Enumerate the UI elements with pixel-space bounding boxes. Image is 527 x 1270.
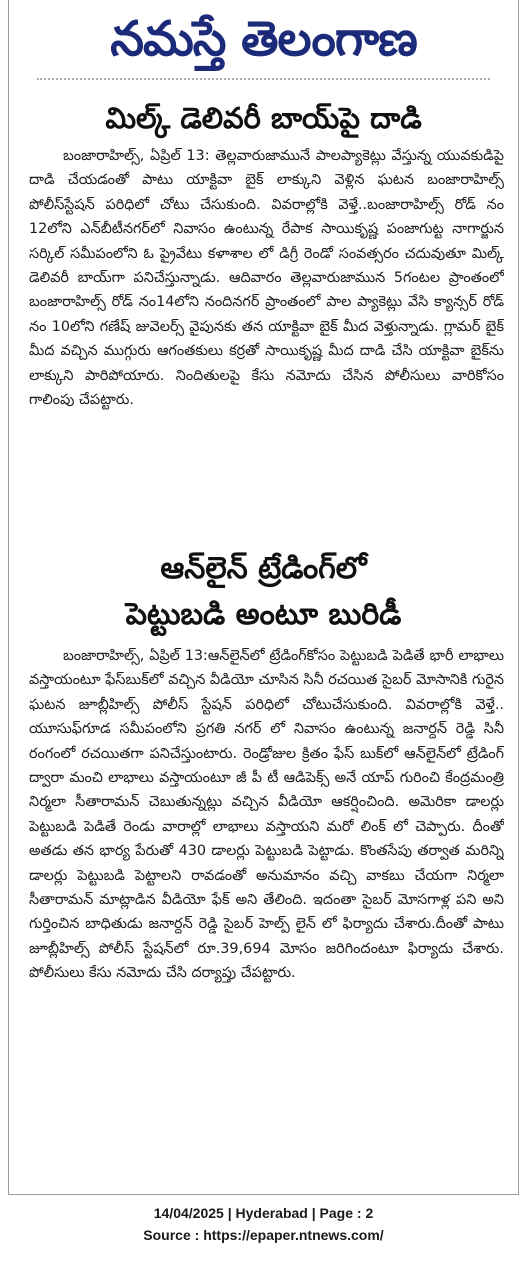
article-2-body: బంజారాహిల్స్‌, ఏప్రిల్‌ 13:ఆన్‌లైన్‌లో ట్రేడింగ్‌కోసం పెట్టుబడి పెడితే భారీ లాభాలు వస్తాయంటూ ఫేస్‌బుక్‌లో వచ్చిన వీడియో చూసిన సినీ రచయిత సైబర్‌ మోసానికి గురైన ఘటన జూబ్లీహిల్స్‌ పోలీస్‌ స్టేషన్‌ పరిధిలో చోటుచేసుకుంది. వివరాల్లోకి వెళ్తే.. యూసుఫ్‌గూడ సమీపంలోని ప్రగతి నగర్‌ లో నివాసం ఉంటున్న జనార్దన్‌ రెడ్డి సినీ రంగంలో రచయితగా పనిచేస్తుంటారు. రెండ్రోజుల క్రితం ఫేస్‌ బుక్‌లో ఆన్‌లైన్‌లో ట్రేడింగ్‌ ద్వారా మంచి లాభాలు వస్తాయంటూ జీ పీ టీ ఆడిపెక్స్‌ అనే యాప్‌ గురించి కేంద్రమంత్రి నిర్మలా సీతారామన్‌ చెబుతున్నట్లు వచ్చిన వీడియో ఆకర్షించింది. అమెరికా డాలర్లు పెట్టుబడి పెడితే రెండు వారాల్లో లాభాలు వస్తాయని మరో లింక్‌ లో చెప్పారు. దీంతో అతడు తన భార్య పేరుతో 430 డాలర్లు పెట్టుబడి పెట్టాడు. కొంతసేపు తర్వాత మరిన్ని డాలర్లు పెట్టుబడి పెట్టాలని రావడంతో అనుమానం వచ్చి వాకబు చేయగా నిర్మలా సీతారామన్‌ మాట్లాడిన వీడియో ఫేక్‌ అని తేలింది. ఇదంతా సైబర్‌ మోసగాళ్ల పని అని గుర్తించిన బాధితుడు జనార్దన్‌ రెడ్డి సైబర్‌ హెల్ప్‌ లైన్‌ లో ఫిర్యాదు చేశారు.దీంతో పాటు జూబ్లీహిల్స్‌ పోలీస్‌ స్టేషన్‌లో రూ.39,694 మోసం జరిగిందంటూ ఫిర్యాదు చేశారు. పోలీసులు కేసు నమోదు చేసి దర్యాప్తు చేపట్టారు. [29,648,504,982]
footer-source: Source : https://epaper.ntnews.com/ [143,1227,384,1243]
article-1-body: బంజారాహిల్స్‌, ఏప్రిల్‌ 13: తెల్లవారుజామునే పాలప్యాకెట్లు వేస్తున్న యువకుడిపై దాడి చేయడంతో పాటు యాక్టివా బైక్‌ లాక్కుని వెళ్లిన ఘటన బంజారాహిల్స్‌ పోలీస్‌స్టేషన్‌ పరిధిలో చోటు చేసుకుంది. వివరాల్లోకి వెళ్తే..బంజారాహిల్స్‌ రోడ్‌ నం 12లోని ఎన్‌బీటీనగర్‌లో నివాసం ఉంటున్న రేపాక సాయికృష్ణ పంజాగుట్ట నాగార్జున సర్కిల్‌ సమీపంలోని ఓ ప్రైవేటు కళాశాల లో డిగ్రీ రెండో సంవత్సరం చదువుతూ మిల్క్‌ డెలివరీ బాయ్‌గా పనిచేస్తున్నాడు. ఆదివారం తెల్లవారుజామున 5గంటల ప్రాంతంలో బంజారాహిల్స్‌ రోడ్‌ నం14లోని నందినగర్‌ ప్రాంతంలో పాల ప్యాకెట్లు వేసి క్యాన్సర్‌ రోడ్‌ నం 10లోని గణేష్‌ జువెలర్స్‌ వైపునకు తన యాక్టివా బైక్‌ మీద వెళ్తున్నాడు. గ్లామర్‌ బైక్‌ మీద వచ్చిన ముగ్గురు ఆగంతకులు కర్రతో సాయికృష్ణ మీద దాడి చేసి యాక్టివా బైక్‌ను లాక్కుని పారిపోయారు. నిందితులపై కేసు నమోదు చేసిన పోలీసులు వారికోసం గాలింపు చేపట్టారు. [29,148,504,409]
newspaper-masthead: నమస్తే తెలంగాణ [110,11,417,67]
clipping-cut-edge [37,78,490,94]
article-1-headline: మిల్క్‌ డెలివరీ బాయ్‌పై దాడి [105,101,422,135]
article-2-headline-line-1: ఆన్‌లైన్‌ ట్రేడింగ్‌లో [160,551,367,586]
article-2-headline-line-2: పెట్టుబడి అంటూ బురిడీ [125,597,402,632]
newspaper-clipping [8,0,519,1195]
footer-dateline: 14/04/2025 | Hyderabad | Page : 2 [153,1205,374,1221]
